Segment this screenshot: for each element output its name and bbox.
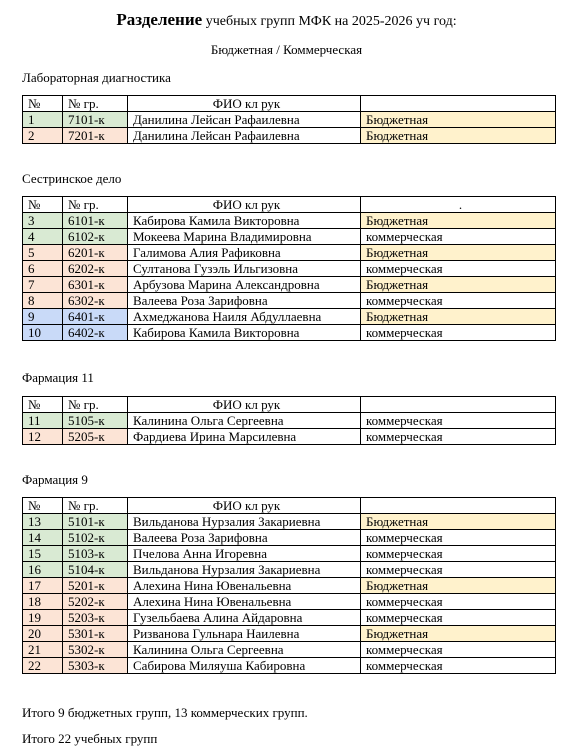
row-number: 2	[23, 128, 63, 144]
curator-name: Сабирова Миляуша Кабировна	[128, 658, 361, 674]
funding-type: Бюджетная	[361, 309, 556, 325]
funding-type: коммерческая	[361, 530, 556, 546]
curator-name: Фардиева Ирина Марсилевна	[128, 429, 361, 445]
curator-name: Ахмеджанова Наиля Абдуллаевна	[128, 309, 361, 325]
row-number: 13	[23, 514, 63, 530]
funding-type: Бюджетная	[361, 514, 556, 530]
table-header-row	[23, 96, 556, 112]
row-number: 22	[23, 658, 63, 674]
group-number: 5201-к	[63, 578, 128, 594]
table-row	[23, 626, 556, 642]
section-title-nursing: Сестринское дело	[22, 171, 122, 186]
section-title-pharm9: Фармация 9	[22, 472, 88, 487]
funding-type: коммерческая	[361, 594, 556, 610]
table-row	[23, 413, 556, 429]
row-number: 10	[23, 325, 63, 341]
funding-type: коммерческая	[361, 642, 556, 658]
title-bold: Разделение	[116, 10, 203, 29]
group-number: 5302-к	[63, 642, 128, 658]
title-rest: учебных групп МФК на 2025-2026 уч год:	[202, 14, 457, 29]
table-row	[23, 309, 556, 325]
header-fio: ФИО кл рук	[128, 96, 361, 112]
row-number: 19	[23, 610, 63, 626]
header-num: №	[23, 96, 63, 112]
row-number: 11	[23, 413, 63, 429]
funding-type: Бюджетная	[361, 112, 556, 128]
header-type	[361, 96, 556, 112]
table-row	[23, 277, 556, 293]
table-row	[23, 112, 556, 128]
table-pharm9	[22, 497, 556, 674]
group-number: 7101-к	[63, 112, 128, 128]
group-number: 5303-к	[63, 658, 128, 674]
curator-name: Валеева Роза Зарифовна	[128, 293, 361, 309]
header-group: № гр.	[63, 397, 128, 413]
table-row	[23, 429, 556, 445]
header-type	[361, 498, 556, 514]
group-number: 5301-к	[63, 626, 128, 642]
curator-name: Султанова Гузэль Ильгизовна	[128, 261, 361, 277]
funding-type: коммерческая	[361, 562, 556, 578]
curator-name: Калинина Ольга Сергеевна	[128, 413, 361, 429]
row-number: 12	[23, 429, 63, 445]
table-row	[23, 562, 556, 578]
table-nursing	[22, 196, 556, 341]
table-row	[23, 530, 556, 546]
row-number: 7	[23, 277, 63, 293]
funding-type: коммерческая	[361, 546, 556, 562]
curator-name: Арбузова Марина Александровна	[128, 277, 361, 293]
group-number: 7201-к	[63, 128, 128, 144]
row-number: 9	[23, 309, 63, 325]
funding-type: коммерческая	[361, 325, 556, 341]
table-row	[23, 594, 556, 610]
header-num: №	[23, 498, 63, 514]
curator-name: Алехина Нина Ювенальевна	[128, 578, 361, 594]
table-row	[23, 610, 556, 626]
header-num: №	[23, 397, 63, 413]
funding-type: Бюджетная	[361, 626, 556, 642]
row-number: 8	[23, 293, 63, 309]
curator-name: Пчелова Анна Игоревна	[128, 546, 361, 562]
group-number: 5205-к	[63, 429, 128, 445]
curator-name: Вильданова Нурзалия Закариевна	[128, 562, 361, 578]
funding-type: коммерческая	[361, 261, 556, 277]
group-number: 5105-к	[63, 413, 128, 429]
funding-type: коммерческая	[361, 658, 556, 674]
page-title	[0, 10, 573, 32]
funding-type: Бюджетная	[361, 578, 556, 594]
header-type	[361, 397, 556, 413]
header-fio: ФИО кл рук	[128, 397, 361, 413]
table-row	[23, 642, 556, 658]
header-type: .	[361, 197, 556, 213]
row-number: 1	[23, 112, 63, 128]
table-row	[23, 128, 556, 144]
summary-line-1: Итого 9 бюджетных групп, 13 коммерческих групп.	[22, 705, 308, 720]
row-number: 21	[23, 642, 63, 658]
group-number: 6102-к	[63, 229, 128, 245]
table-row	[23, 229, 556, 245]
curator-name: Кабирова Камила Викторовна	[128, 213, 361, 229]
header-group: № гр.	[63, 96, 128, 112]
row-number: 20	[23, 626, 63, 642]
table-lab	[22, 95, 556, 144]
row-number: 18	[23, 594, 63, 610]
table-row	[23, 261, 556, 277]
group-number: 5104-к	[63, 562, 128, 578]
section-title-lab: Лабораторная диагностика	[22, 70, 171, 85]
table-header-row	[23, 498, 556, 514]
funding-type: коммерческая	[361, 293, 556, 309]
funding-type: коммерческая	[361, 429, 556, 445]
group-number: 6402-к	[63, 325, 128, 341]
curator-name: Галимова Алия Рафиковна	[128, 245, 361, 261]
group-number: 6202-к	[63, 261, 128, 277]
curator-name: Мокеева Марина Владимировна	[128, 229, 361, 245]
row-number: 17	[23, 578, 63, 594]
curator-name: Калинина Ольга Сергеевна	[128, 642, 361, 658]
table-row	[23, 293, 556, 309]
funding-type: Бюджетная	[361, 128, 556, 144]
group-number: 5103-к	[63, 546, 128, 562]
group-number: 6401-к	[63, 309, 128, 325]
curator-name: Валеева Роза Зарифовна	[128, 530, 361, 546]
row-number: 14	[23, 530, 63, 546]
funding-type: коммерческая	[361, 610, 556, 626]
row-number: 5	[23, 245, 63, 261]
header-group: № гр.	[63, 197, 128, 213]
row-number: 4	[23, 229, 63, 245]
curator-name: Алехина Нина Ювенальевна	[128, 594, 361, 610]
group-number: 5102-к	[63, 530, 128, 546]
table-header-row	[23, 397, 556, 413]
row-number: 16	[23, 562, 63, 578]
group-number: 6101-к	[63, 213, 128, 229]
curator-name: Кабирова Камила Викторовна	[128, 325, 361, 341]
table-row	[23, 658, 556, 674]
table-pharm11	[22, 396, 556, 445]
header-fio: ФИО кл рук	[128, 197, 361, 213]
curator-name: Ризванова Гульнара Наилевна	[128, 626, 361, 642]
table-row	[23, 546, 556, 562]
table-row	[23, 578, 556, 594]
curator-name: Данилина Лейсан Рафаилевна	[128, 128, 361, 144]
row-number: 3	[23, 213, 63, 229]
table-header-row	[23, 197, 556, 213]
table-row	[23, 245, 556, 261]
funding-type: Бюджетная	[361, 213, 556, 229]
group-number: 6302-к	[63, 293, 128, 309]
curator-name: Вильданова Нурзалия Закариевна	[128, 514, 361, 530]
row-number: 15	[23, 546, 63, 562]
table-row	[23, 325, 556, 341]
curator-name: Гузельбаева Алина Айдаровна	[128, 610, 361, 626]
group-number: 5203-к	[63, 610, 128, 626]
group-number: 6301-к	[63, 277, 128, 293]
header-group: № гр.	[63, 498, 128, 514]
funding-type: Бюджетная	[361, 277, 556, 293]
table-row	[23, 213, 556, 229]
funding-type: Бюджетная	[361, 245, 556, 261]
curator-name: Данилина Лейсан Рафаилевна	[128, 112, 361, 128]
page-subtitle: Бюджетная / Коммерческая	[210, 42, 363, 57]
header-num: №	[23, 197, 63, 213]
section-title-pharm11: Фармация 11	[22, 370, 94, 385]
row-number: 6	[23, 261, 63, 277]
funding-type: коммерческая	[361, 413, 556, 429]
summary-line-2: Итого 22 учебных групп	[22, 731, 158, 746]
header-fio: ФИО кл рук	[128, 498, 361, 514]
funding-type: коммерческая	[361, 229, 556, 245]
group-number: 5202-к	[63, 594, 128, 610]
table-row	[23, 514, 556, 530]
group-number: 6201-к	[63, 245, 128, 261]
group-number: 5101-к	[63, 514, 128, 530]
